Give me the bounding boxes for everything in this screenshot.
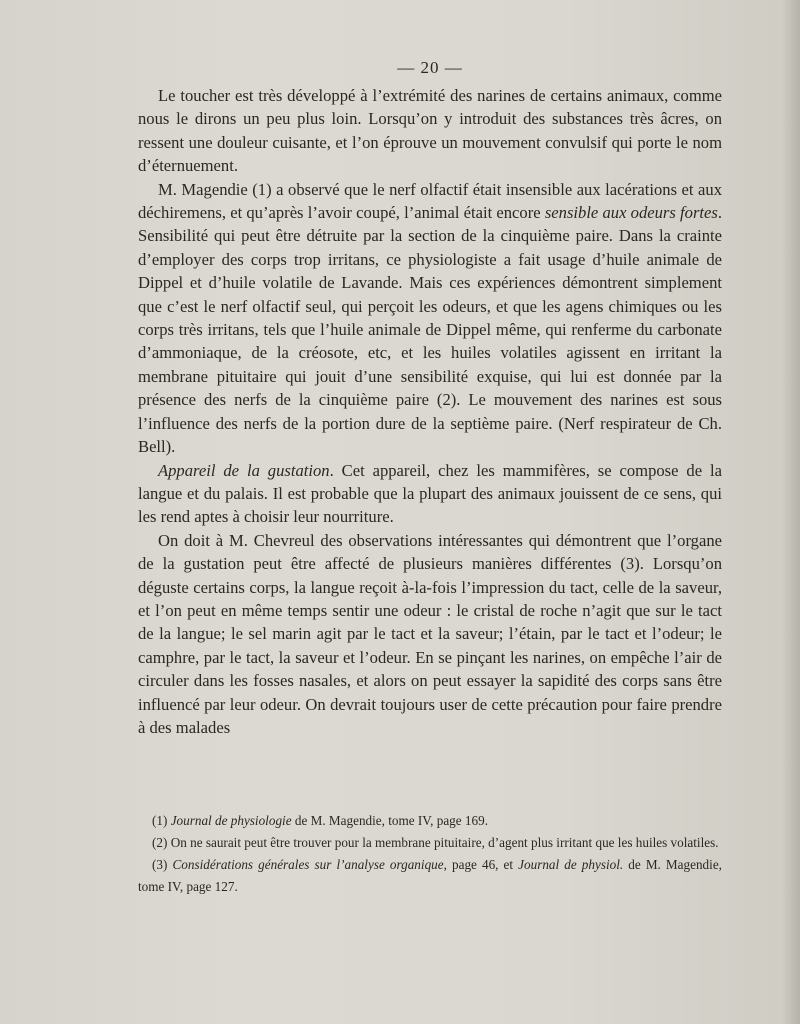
paragraph-eternuement: Le toucher est très développé à l’extrémité des narines de certains animaux, comme nous le dirons un peu plus loin. Lorsqu’on y introduit des substances très âcres, on ressent une douleur cuisante, et l’on éprouve un mouvement convulsif qui porte le nom d’éternuement.: [138, 86, 722, 176]
footnote-3-marker: (3): [152, 857, 173, 872]
footnote-3-text-end: de M. Magendie, tome IV, page 127.: [138, 857, 722, 894]
footnote-2: [138, 832, 722, 854]
paragraph-chevreul: On doit à M. Chevreul des observations intéressantes qui démontrent que l’organe de la gustation peut être affecté de plusieurs manières différentes (3). Lorsqu’on déguste certains corps, la langue reçoit à-la-fois l’impression du tact, celle de la saveur, et l’on peut en même temps sentir une odeur : le cristal de roche n’agit que sur le tact de la langue; le sel marin agit par le tact et la saveur; l’étain, par le tact et l’odeur; le camphre, par le tact, la saveur et l’odeur. En se pinçant les narines, on empêche l’air de circuler dans les fosses nasales, et alors on peut essayer la sapidité des corps sans être influencé par leur odeur. On devrait toujours user de cette précaution pour faire prendre à des malades: [138, 530, 722, 737]
footnote-2-text: On ne saurait peut être trouver pour la membrane pituitaire, d’agent plus irritant que les huiles volatiles.: [170, 835, 719, 850]
paragraph-gustation: [138, 459, 722, 529]
page-number: — 20 —: [397, 58, 463, 77]
footnotes: [138, 810, 722, 898]
footnote-1-text: de M. Magendie, tome IV, page 169.: [291, 813, 488, 828]
footnote-3-title: Considérations générales sur l’analyse organique: [172, 857, 444, 872]
footnote-1-journal: Journal de physiologie: [170, 813, 292, 828]
footnote-2-marker: (2): [152, 835, 171, 850]
footnote-1-marker: (1): [152, 813, 171, 828]
paragraph-magendie-emphasis: sensible aux odeurs fortes: [544, 203, 718, 223]
paragraph-magendie: [138, 178, 722, 459]
footnote-3-text: , page 46, et: [443, 857, 519, 872]
footnote-3: [138, 854, 722, 898]
paragraph-magendie-text-before: M. Magendie (1) a observé que le nerf olfactif était insensible aux lacérations et aux déchiremens, et qu’après l’avoir coupé, l’animal était encore: [138, 179, 722, 223]
page-edge-shadow: [782, 0, 800, 1024]
footnote-1: [138, 810, 722, 832]
paragraph-magendie-text-after: . Sensibilité qui peut être détruite par la section de la cinquième paire. Dans la crainte d’employer des corps trop irritans, ce physiologiste a fait usage d’huile animale de Dippel et d’huile volatile de Lavande. Mais ces expériences démontrent simplement que c’est le nerf olfactif seul, qui perçoit les odeurs, et que les agens chimiques ou les corps très irritans, tels que l’huile animale de Dippel même, qui renferme du carbonate d’ammoniaque, de la créosote, etc, et les huiles volatiles agissent en irritant la membrane pituitaire qui jouit d’une sensibilité exquise, qui lui est donnée par la présence des nerfs de la cinquième paire (2). Le mouvement des narines est sous l’influence des nerfs de la portion dure de la septième paire. (Nerf respirateur de Ch. Bell).: [138, 203, 722, 457]
footnote-3-journal: Journal de physiol.: [518, 857, 624, 872]
paragraph-gustation-heading: Appareil de la gustation: [158, 460, 330, 480]
paragraph-gustation-text: . Cet appareil, chez les mammifères, se compose de la langue et du palais. Il est probable que la plupart des animaux jouissent de ce sens, qui les rend aptes à choisir leur nourriture.: [138, 460, 722, 527]
main-text: [138, 84, 722, 739]
